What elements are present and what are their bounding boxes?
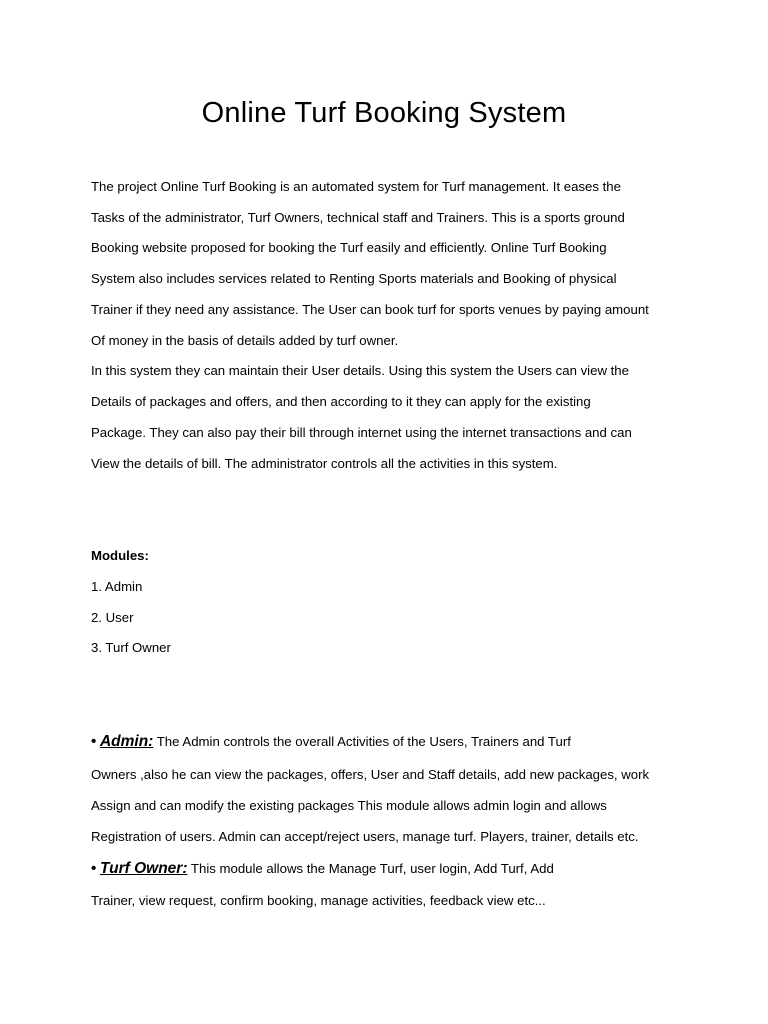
admin-section-line-4: Registration of users. Admin can accept/reject users, manage turf. Players, trainer, details etc. — [91, 829, 639, 844]
intro-line-8: Details of packages and offers, and then according to it they can apply for the existing — [91, 394, 591, 409]
bullet: • — [91, 733, 97, 750]
modules-heading: Modules: — [91, 548, 149, 563]
page-title: Online Turf Booking System — [201, 97, 567, 129]
intro-line-3: Booking website proposed for booking the Turf easily and efficiently. Online Turf Booking — [91, 240, 607, 255]
intro-line-7: In this system they can maintain their User details. Using this system the Users can view the — [91, 363, 629, 378]
turf-owner-section-heading: Turf Owner: — [99, 860, 188, 877]
intro-line-2: Tasks of the administrator, Turf Owners, technical staff and Trainers. This is a sports ground — [91, 210, 625, 225]
turf-owner-section-line-2: Trainer, view request, confirm booking, manage activities, feedback view etc... — [91, 893, 546, 908]
module-item-turf-owner: 3. Turf Owner — [91, 640, 171, 655]
turf-owner-section-first-line — [91, 860, 554, 878]
bullet: • — [91, 860, 97, 877]
module-item-admin: 1. Admin — [91, 579, 143, 594]
intro-line-5: Trainer if they need any assistance. The User can book turf for sports venues by paying amount — [91, 302, 649, 317]
admin-section-text: The Admin controls the overall Activities of the Users, Trainers and Turf — [153, 734, 571, 749]
turf-owner-section-text: This module allows the Manage Turf, user login, Add Turf, Add — [187, 861, 554, 876]
intro-line-6: Of money in the basis of details added by turf owner. — [91, 333, 399, 348]
intro-line-4: System also includes services related to Renting Sports materials and Booking of physical — [91, 271, 617, 286]
admin-section-first-line — [91, 733, 571, 751]
intro-line-9: Package. They can also pay their bill through internet using the internet transactions and can — [91, 425, 632, 440]
module-item-user: 2. User — [91, 610, 134, 625]
intro-line-1: The project Online Turf Booking is an automated system for Turf management. It eases the — [91, 179, 621, 194]
admin-section-heading: Admin: — [99, 733, 154, 750]
admin-section-line-3: Assign and can modify the existing packages This module allows admin login and allows — [91, 798, 607, 813]
intro-line-10: View the details of bill. The administrator controls all the activities in this system. — [91, 456, 558, 471]
admin-section-line-2: Owners ,also he can view the packages, offers, User and Staff details, add new packages, work — [91, 767, 650, 782]
